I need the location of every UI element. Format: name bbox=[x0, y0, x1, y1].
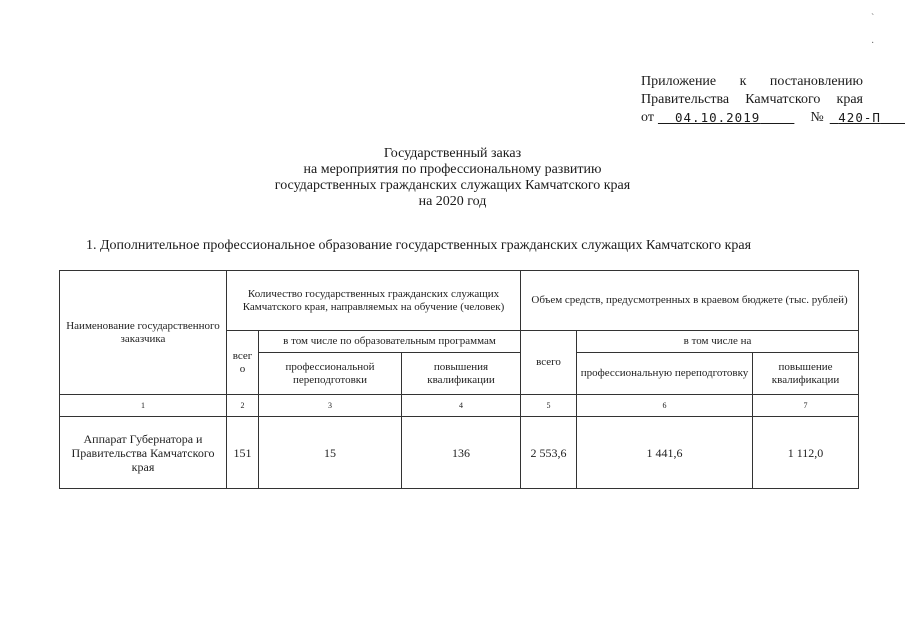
appendix-word: постановлению bbox=[769, 74, 863, 89]
section-heading: 1. Дополнительное профессиональное образование государственных гражданских служащих Камчатского края bbox=[86, 238, 752, 253]
title-line-3: государственных гражданских служащих Камчатского края bbox=[274, 178, 631, 193]
table-row bbox=[60, 417, 859, 489]
document-title bbox=[0, 146, 905, 210]
header-row-1 bbox=[60, 271, 859, 331]
appendix-word: Камчатского bbox=[745, 92, 821, 107]
column-number: 4 bbox=[402, 395, 521, 417]
column-number: 7 bbox=[753, 395, 859, 417]
column-number-row bbox=[60, 395, 859, 417]
appendix-word: Правительства bbox=[641, 92, 730, 107]
header-total-budget: всего bbox=[521, 331, 577, 395]
cell-qualification: 136 bbox=[402, 417, 521, 489]
appendix-number-sign: № bbox=[810, 110, 824, 125]
appendix-line-1 bbox=[641, 73, 863, 91]
cell-customer: Аппарат Губернатора и Правительства Камчатского края bbox=[60, 417, 227, 489]
appendix-date bbox=[658, 109, 794, 127]
title-line-1: Государственный заказ bbox=[383, 146, 522, 161]
header-total-count: всег о bbox=[227, 331, 259, 395]
scan-dot: ˋ bbox=[871, 13, 875, 24]
column-number: 1 bbox=[60, 395, 227, 417]
header-budget-group: Объем средств, предусмотренных в краевом бюджете (тыс. рублей) bbox=[521, 271, 859, 331]
appendix-number bbox=[830, 109, 905, 127]
appendix-date-value: 04.10.2019 bbox=[675, 110, 761, 125]
appendix-word: Приложение bbox=[641, 74, 717, 89]
header-retraining-budget: профессиональную переподготовку bbox=[577, 353, 753, 395]
appendix-line-2 bbox=[641, 91, 863, 109]
appendix-line-3 bbox=[641, 109, 881, 127]
header-customer: Наименование государственного заказчика bbox=[60, 271, 227, 395]
appendix-ot: от bbox=[641, 110, 654, 125]
scan-dot: · bbox=[871, 38, 875, 49]
cell-retraining: 15 bbox=[259, 417, 402, 489]
appendix-number-value: 420-П bbox=[838, 110, 881, 125]
cell-budget-retraining: 1 441,6 bbox=[577, 417, 753, 489]
order-table bbox=[59, 270, 859, 489]
title-line-4: на 2020 год bbox=[418, 194, 487, 209]
title-line-2: на мероприятия по профессиональному развитию bbox=[303, 162, 602, 177]
cell-total: 151 bbox=[227, 417, 259, 489]
header-qualification-count: повышения квалификации bbox=[402, 353, 521, 395]
appendix-block bbox=[641, 73, 881, 127]
column-number: 3 bbox=[259, 395, 402, 417]
header-count-group: Количество государственных гражданских служащих Камчатского края, направляемых на обучение (человек) bbox=[227, 271, 521, 331]
header-sub-programs: в том числе по образовательным программам bbox=[259, 331, 521, 353]
header-retraining-count: профессиональной переподготовки bbox=[259, 353, 402, 395]
column-number: 2 bbox=[227, 395, 259, 417]
cell-budget-qualification: 1 112,0 bbox=[753, 417, 859, 489]
header-qualification-budget: повышение квалификации bbox=[753, 353, 859, 395]
appendix-word: к bbox=[739, 74, 747, 89]
cell-budget-total: 2 553,6 bbox=[521, 417, 577, 489]
header-sub-budget: в том числе на bbox=[577, 331, 859, 353]
appendix-word: края bbox=[836, 92, 863, 107]
column-number: 6 bbox=[577, 395, 753, 417]
column-number: 5 bbox=[521, 395, 577, 417]
